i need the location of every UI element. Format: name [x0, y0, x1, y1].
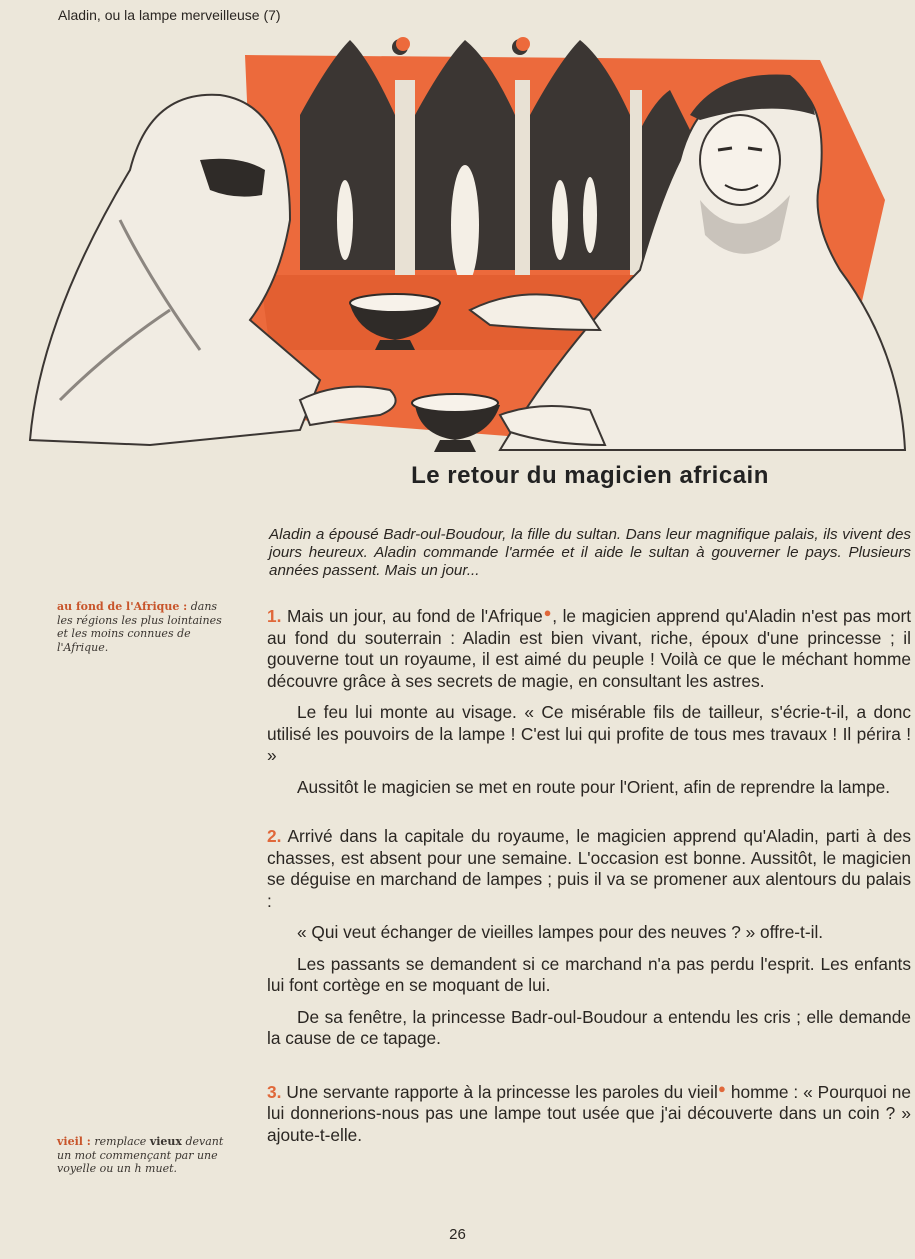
paragraph-text: Arrivé dans la capitale du royaume, le magicien apprend qu'Aladin, parti à des chasses, est absent pour une semaine. L'occasion est bonne. Aussitôt, le magicien se déguise en marchand de lampes ; puis il va se promener aux alentours du palais :: [267, 826, 911, 911]
chapter-intro: Aladin a épousé Badr-oul-Boudour, la fille du sultan. Dans leur magnifique palais, ils vivent des jours heureux. Aladin commande l'armée et il aide le sultan à gouverner le pays. Plusieurs années passent. Mais un jour...: [269, 526, 911, 579]
note-keyword: vieux: [149, 1135, 182, 1148]
note-definition: dans les régions les plus lointaines et les moins connues de l'Afrique.: [57, 600, 222, 654]
paragraph: [267, 1078, 911, 1147]
note-term: vieil :: [57, 1135, 91, 1148]
paragraph: De sa fenêtre, la princesse Badr-oul-Boudour a entendu les cris ; elle demande la cause de ce tapage.: [267, 1006, 911, 1048]
paragraph: [267, 826, 911, 912]
note-term: au fond de l'Afrique :: [57, 600, 188, 613]
paragraph-text: , le magicien apprend qu'Aladin n'est pas mort au fond du souterrain : Aladin est bien vivant, riche, époux d'une princesse ; il gouverne tout un royaume, il est aimé du peuple ! Voilà ce que le méchant homme découvre grâce à ses secrets de magie, en consultant les astres.: [267, 606, 911, 691]
section-number: 2.: [267, 826, 282, 846]
main-text: [267, 602, 911, 1146]
paragraph-text: Mais un jour, au fond de l'Afrique: [287, 606, 543, 626]
page-number: 26: [449, 1226, 466, 1243]
veiled-woman: [30, 95, 320, 445]
margin-note-vieil: [57, 1135, 227, 1176]
note-definition: remplace: [94, 1135, 147, 1148]
paragraph: Aussitôt le magicien se met en route pour l'Orient, afin de reprendre la lampe.: [297, 776, 891, 797]
paragraph-text: homme : « Pourquoi ne lui donnerions-nous pas une lampe tout usée que j'ai découverte dans un coin ? » ajoute-t-elle.: [267, 1081, 911, 1145]
paragraph: [267, 602, 911, 692]
margin-note-afrique: [57, 600, 227, 654]
paragraph: « Qui veut échanger de vieilles lampes pour des neuves ? » offre-t-il.: [297, 922, 824, 942]
paragraph-text: Une servante rapporte à la princesse les paroles du vieil: [286, 1081, 718, 1102]
chapter-title: Le retour du magicien africain: [411, 462, 769, 489]
section-number: 3.: [267, 1081, 282, 1102]
note-marker: ●: [542, 605, 553, 620]
section-number: 1.: [267, 606, 282, 626]
running-title: Aladin, ou la lampe merveilleuse (7): [58, 7, 281, 23]
illustration: [0, 20, 915, 475]
note-definition: devant un mot commençant par une voyelle ou un h muet.: [57, 1135, 224, 1175]
paragraph: Les passants se demandent si ce marchand n'a pas perdu l'esprit. Les enfants lui font cortège en se moquant de lui.: [267, 953, 911, 995]
note-marker: ●: [717, 1080, 726, 1096]
paragraph: Le feu lui monte au visage. « Ce misérable fils de tailleur, s'écrie-t-il, a donc utilisé les pouvoirs de la lampe ! C'est lui qui profite de tous mes travaux ! Il périra ! »: [267, 702, 911, 765]
